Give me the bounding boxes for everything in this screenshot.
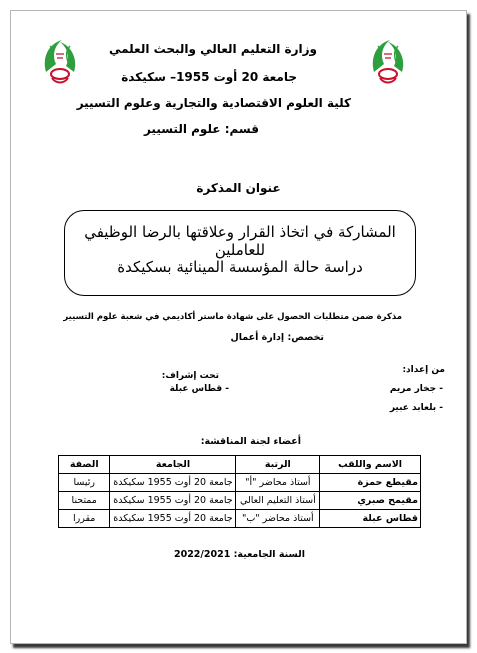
department-name: قسم: علوم التسيير	[143, 122, 259, 136]
jury-table-header-row	[59, 456, 421, 474]
jury-member-name: قطاس عبلة	[320, 510, 421, 528]
column-header: الرتبة	[236, 456, 320, 474]
author-name: - جخار مريم	[389, 384, 443, 394]
table-row	[59, 474, 421, 492]
column-header: الاسم واللقب	[320, 456, 421, 474]
jury-member-rank: أستاذ محاضر "ب"	[236, 510, 320, 528]
university-logo-left	[40, 34, 80, 89]
authors-label: من إعداد:	[402, 365, 445, 375]
thesis-purpose: مذكرة ضمن متطلبات الحصول على شهادة ماستر أكاديمي في شعبة علوم التسيير	[63, 312, 402, 322]
column-header: الصفة	[59, 456, 110, 474]
jury-member-name: مقيمح صبري	[320, 492, 421, 510]
academic-year: السنة الجامعية: 2022/2021	[173, 549, 305, 560]
supervision-label: تحت إشراف:	[161, 371, 219, 381]
thesis-heading: عنوان المذكرة	[196, 181, 281, 195]
author-name: - بلعابد عبير	[389, 403, 443, 413]
jury-member-role: مقررا	[59, 510, 110, 528]
thesis-title-box	[64, 210, 416, 296]
ministry-name: وزارة التعليم العالي والبحث العلمي	[108, 42, 317, 56]
jury-member-university: جامعة 20 أوت 1955 سكيكدة	[110, 492, 236, 510]
table-row	[59, 492, 421, 510]
jury-member-university: جامعة 20 أوت 1955 سكيكدة	[110, 510, 236, 528]
jury-member-name: مقيطع حمزة	[320, 474, 421, 492]
faculty-name: كلية العلوم الاقتصادية والتجارية وعلوم التسيير	[76, 96, 351, 110]
table-row	[59, 510, 421, 528]
thesis-title-line-2: دراسة حالة المؤسسة المينائية بسكيكدة	[117, 258, 363, 276]
thesis-specialty: تخصص: إدارة أعمال	[230, 332, 324, 343]
jury-member-role: رئيسا	[59, 474, 110, 492]
jury-member-rank: أستاذ التعليم العالي	[236, 492, 320, 510]
university-name: جامعة 20 أوت 1955– سكيكدة	[121, 70, 297, 84]
column-header: الجامعة	[110, 456, 236, 474]
supervisor-name: - قطاس عبلة	[169, 384, 229, 394]
jury-table	[58, 455, 421, 528]
thesis-title-line-1: المشاركة في اتخاذ القرار وعلاقتها بالرضا الوظيفي للعاملين	[84, 223, 396, 259]
university-logo-right	[368, 34, 408, 89]
jury-heading: أعضاء لجنة المناقشة:	[200, 436, 301, 447]
jury-member-university: جامعة 20 أوت 1955 سكيكدة	[110, 474, 236, 492]
jury-member-role: ممتحنا	[59, 492, 110, 510]
jury-member-rank: أستاذ محاضر "أ"	[236, 474, 320, 492]
